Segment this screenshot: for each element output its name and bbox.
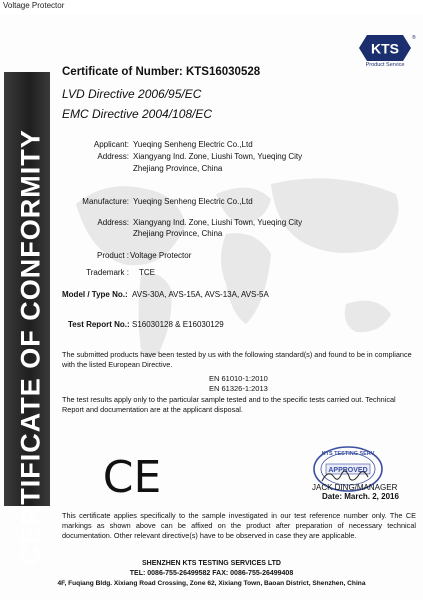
ce-mark-text: CE (102, 452, 162, 503)
trademark-value: TCE (139, 268, 155, 277)
certificate-document (0, 14, 423, 600)
footer-contact: TEL: 0086-755-26499582 FAX: 0086-755-26499408 (129, 570, 294, 577)
logo-registered: ® (412, 35, 416, 41)
window-title: Voltage Protector (3, 1, 65, 10)
certificate-number: Certificate of Number: KTS16030528 (62, 66, 261, 78)
manufacture-value: Yueqing Senheng Electric Co.,Ltd (133, 197, 253, 206)
standard-en-61326: EN 61326-1:2013 (209, 384, 268, 393)
manufacture-address-line-2: Zhejiang Province, China (133, 229, 223, 238)
certificate-applicability-statement: This certificate applies specifically to the sample investigated in our test reference number only. The CE markings as shown above can be affixed on the product after preparation of necessary technical documentation. Other relevant directive(s) have to be observed in case they are applicable. (62, 511, 416, 540)
stamp-top-text: KTS TESTING SERV (321, 451, 375, 457)
logo-text: KTS (371, 40, 399, 57)
manufacture-address-line-1: Xiangyang Ind. Zone, Liushi Town, Yueqing City (133, 218, 303, 227)
lvd-directive: LVD Directive 2006/95/EC (62, 87, 202, 101)
standard-en-61010: EN 61010-1:2010 (209, 374, 268, 383)
footer-address: 4F, Fuqiang Bldg. Xixiang Road Crossing, Zone 62, Xixiang Town, Baoan District, Shenzhen, China (57, 580, 366, 587)
window-title-bar (0, 0, 423, 14)
stamp-approved-text: APPROVED (328, 467, 368, 474)
model-value: AVS-30A, AVS-15A, AVS-13A, AVS-5A (132, 290, 269, 299)
model-label: Model / Type No.: (62, 290, 128, 299)
test-report-label: Test Report No.: (68, 320, 130, 329)
kts-logo (355, 32, 415, 64)
product-value: Voltage Protector (130, 251, 192, 260)
applicant-address-line-1: Xiangyang Ind. Zone, Liushi Town, Yueqing City (133, 152, 303, 161)
manufacture-label: Manufacture: (82, 197, 129, 206)
ce-mark (100, 452, 164, 503)
footer-company: SHENZHEN KTS TESTING SERVICES LTD (142, 560, 281, 567)
product-label: Product : (96, 251, 129, 260)
applicant-value: Yueqing Senheng Electric Co.,Ltd (133, 140, 253, 149)
side-banner-text: CERTIFICATE OF CONFORMITY (15, 129, 46, 565)
signature-date: Date: March. 2, 2016 (322, 492, 399, 501)
applicant-label: Applicant: (93, 140, 129, 149)
test-report-value: S16030128 & E16030129 (132, 320, 224, 329)
signatory-title: JACK DING/MANAGER (312, 483, 398, 492)
applicant-address-label: Address: (97, 152, 129, 161)
applicant-address-line-2: Zhejiang Province, China (133, 164, 223, 173)
manufacture-address-label: Address: (97, 218, 129, 227)
submitted-statement: The submitted products have been tested by us with the following standard(s) and found to be in compliance with the listed European Directive. (62, 350, 412, 369)
trademark-label: Trademark : (86, 268, 129, 277)
side-banner (4, 72, 50, 565)
emc-directive: EMC Directive 2004/108/EC (62, 107, 213, 121)
logo-subtitle: Product Service (365, 62, 405, 68)
test-results-statement: The test results apply only to the particular sample tested and to the specific tests carried out. Technical Report and documentation are at the applicant disposal. (62, 395, 396, 414)
